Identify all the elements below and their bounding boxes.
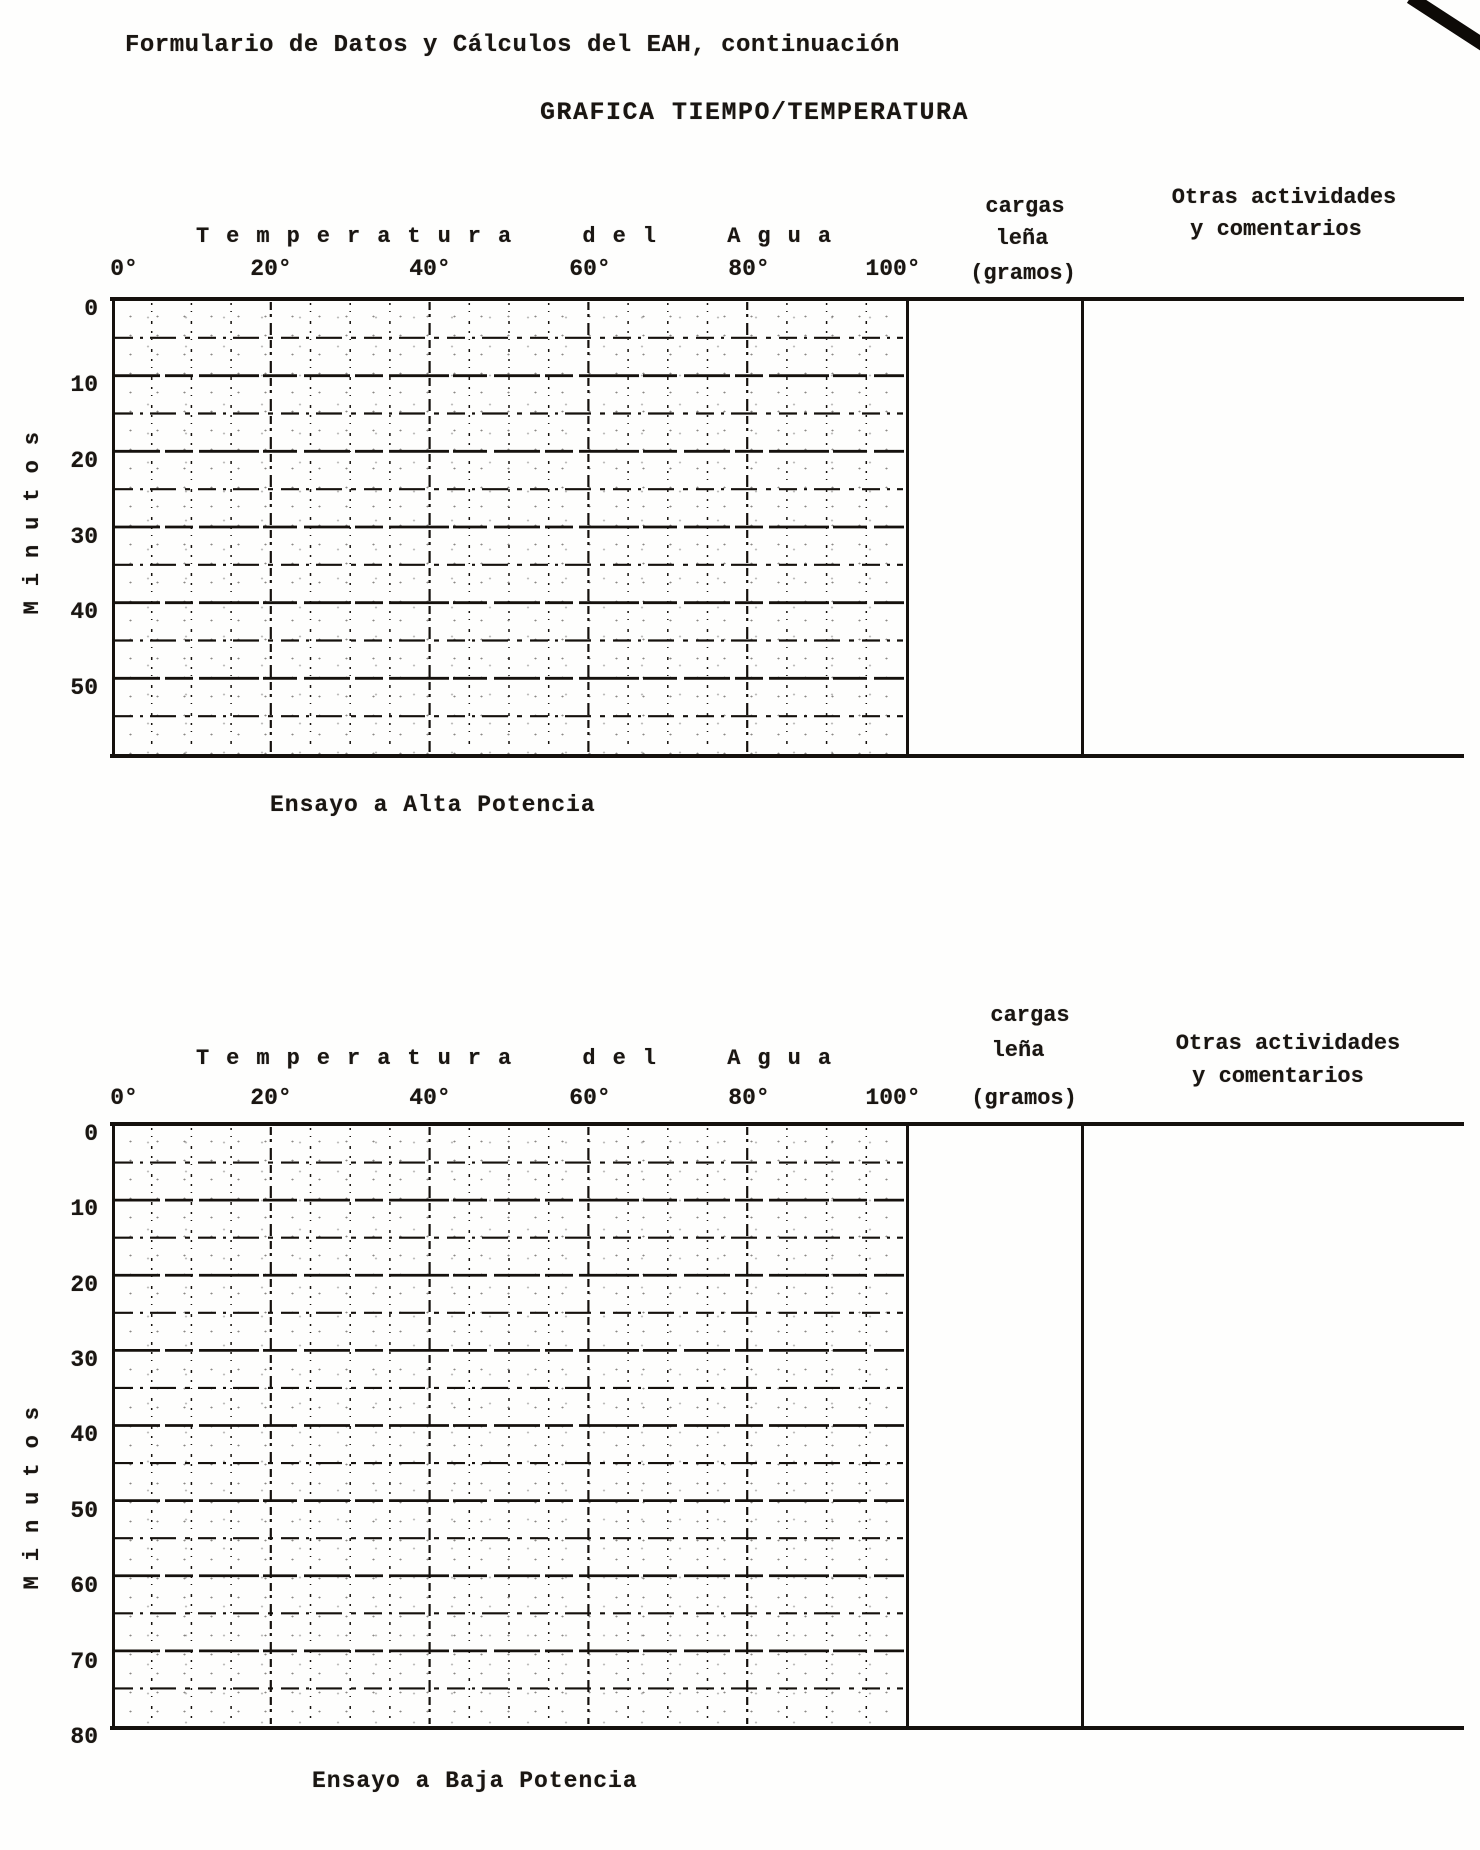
chart-caption: Ensayo a Alta Potencia <box>270 792 596 818</box>
y-tick-label: 20 <box>70 448 98 474</box>
comments-column-header-line1: Otras actividades <box>1175 1031 1401 1056</box>
y-axis-label: Minutos <box>20 417 45 615</box>
comments-column-separator <box>1081 1122 1084 1730</box>
y-tick-label: 50 <box>70 1498 98 1524</box>
wood-column-header-line3: (gramos) <box>971 1086 1077 1111</box>
wood-column-header-line2: leña <box>991 1038 1045 1063</box>
wood-column-header-line1: cargas <box>990 1003 1070 1028</box>
wood-column-header-line1: cargas <box>985 194 1065 219</box>
y-axis-label: Minutos <box>20 1392 45 1590</box>
plot-grid <box>112 1125 906 1726</box>
comments-column-separator <box>1081 297 1084 758</box>
x-tick-label: 40° <box>409 1085 451 1111</box>
page-title: Formulario de Datos y Cálculos del EAH, continuación <box>125 32 900 59</box>
comments-column-header-line2: y comentarios <box>1192 1064 1364 1089</box>
y-tick-label: 0 <box>84 1121 98 1147</box>
x-tick-label: 100° <box>865 1085 921 1111</box>
x-tick-label: 0° <box>110 1085 138 1111</box>
y-tick-label: 60 <box>70 1573 98 1599</box>
comments-column-header-line2: y comentarios <box>1190 217 1362 242</box>
y-tick-label: 10 <box>70 372 98 398</box>
plot-grid <box>112 300 906 754</box>
x-tick-label: 80° <box>728 1085 770 1111</box>
y-tick-label: 30 <box>70 524 98 550</box>
section-title: GRAFICA TIEMPO/TEMPERATURA <box>540 98 970 127</box>
y-tick-label: 80 <box>70 1724 98 1750</box>
x-tick-label: 40° <box>409 256 451 282</box>
wood-column-separator <box>906 297 909 758</box>
x-tick-label: 60° <box>569 256 611 282</box>
y-tick-label: 10 <box>70 1196 98 1222</box>
comments-column-header-line1: Otras actividades <box>1171 185 1397 210</box>
chart-bottom-border <box>110 1726 1464 1730</box>
x-tick-label: 0° <box>110 256 138 282</box>
x-tick-label: 60° <box>569 1085 611 1111</box>
y-tick-label: 40 <box>70 1422 98 1448</box>
page-corner-scan-mark <box>1407 0 1480 63</box>
y-tick-label: 0 <box>84 296 98 322</box>
wood-column-separator <box>906 1122 909 1730</box>
x-axis-title: Temperatura del Agua <box>195 224 849 249</box>
x-tick-label: 80° <box>728 256 770 282</box>
y-tick-label: 40 <box>70 599 98 625</box>
x-tick-label: 100° <box>865 256 921 282</box>
x-tick-label: 20° <box>250 256 292 282</box>
x-axis-title: Temperatura del Agua <box>195 1046 849 1071</box>
chart-bottom-border <box>110 754 1464 758</box>
x-tick-label: 20° <box>250 1085 292 1111</box>
chart-caption: Ensayo a Baja Potencia <box>312 1768 638 1794</box>
y-tick-label: 50 <box>70 675 98 701</box>
y-tick-label: 20 <box>70 1272 98 1298</box>
wood-column-header-line2: leña <box>995 226 1049 251</box>
y-tick-label: 70 <box>70 1649 98 1675</box>
y-tick-label: 30 <box>70 1347 98 1373</box>
wood-column-header-line3: (gramos) <box>970 261 1076 286</box>
